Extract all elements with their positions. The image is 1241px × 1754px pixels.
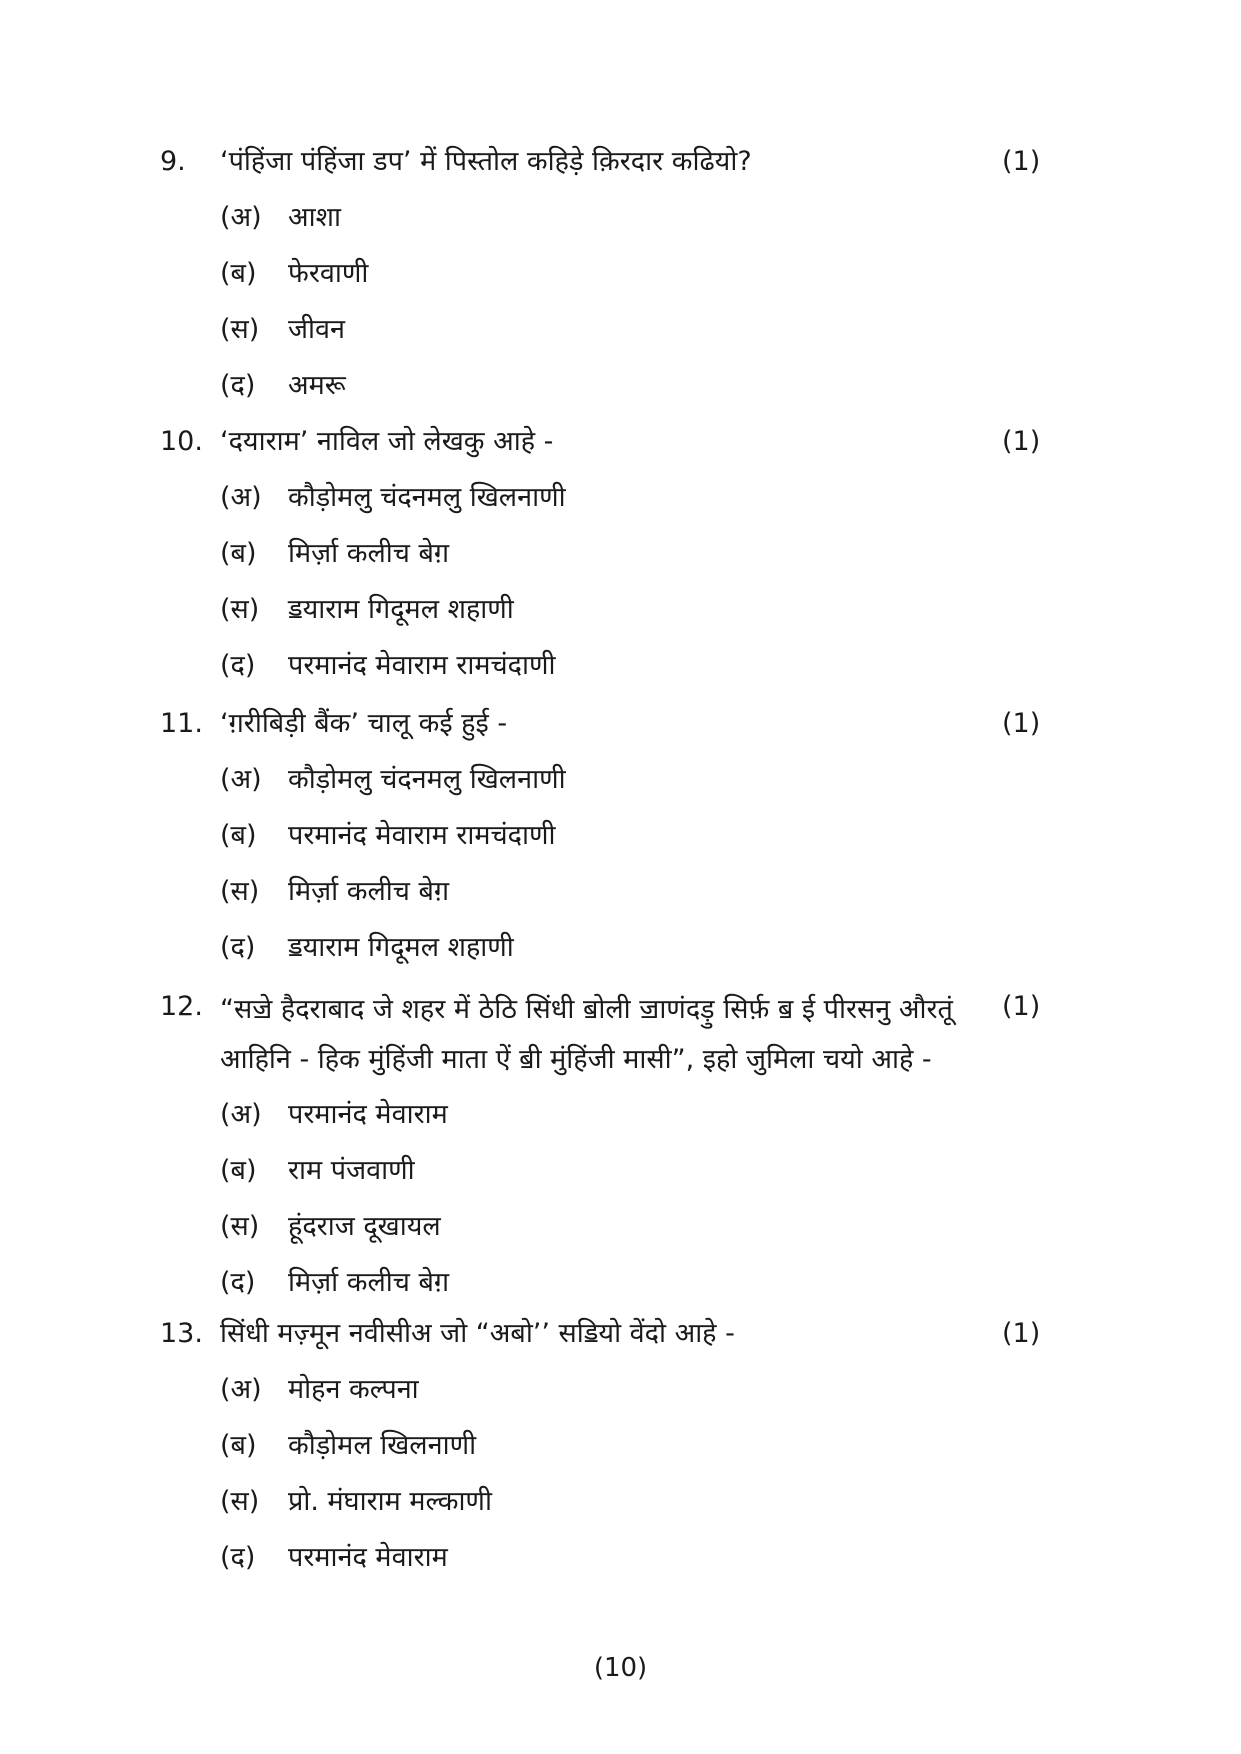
- option-d: [220, 926, 1040, 982]
- question-marks: (1): [1002, 146, 1041, 177]
- option-b: [220, 814, 1040, 870]
- option-d: [220, 1536, 1040, 1592]
- option-a: [220, 196, 1040, 252]
- option-text: परमानंद मेवाराम रामचंदाणी: [288, 650, 556, 681]
- question-number: 10.: [160, 426, 203, 457]
- option-a: [220, 1368, 1040, 1424]
- option-text: ॾयाराम गिदूमल शहाणी: [288, 932, 514, 963]
- question-marks: (1): [1002, 708, 1041, 739]
- option-text: कौड़ोमलु चंदनमलु खिलनाणी: [288, 482, 566, 513]
- option-text: परमानंद मेवाराम रामचंदाणी: [288, 820, 556, 851]
- option-text: फेरवाणी: [288, 258, 369, 289]
- option-label: (स): [220, 1486, 260, 1517]
- question-text: ‘पंहिंजा पंहिंजा डप’ में पिस्तोल कहिड़े क़िरदार कढियो?: [220, 146, 752, 177]
- option-label: (द): [220, 650, 256, 681]
- question-marks: (1): [1002, 991, 1041, 1022]
- option-c: [220, 1205, 1040, 1261]
- option-text: कौड़ोमलु चंदनमलु खिलनाणी: [288, 764, 566, 795]
- option-text: हूंदराज दूखायल: [288, 1211, 441, 1242]
- options-list: [220, 1093, 1040, 1317]
- option-label: (द): [220, 1542, 256, 1573]
- option-text: अमरू: [288, 370, 346, 401]
- option-c: [220, 1480, 1040, 1536]
- option-label: (ब): [220, 820, 257, 851]
- options-list: [220, 196, 1040, 420]
- question-12: [160, 985, 1040, 1317]
- option-label: (ब): [220, 1155, 257, 1186]
- option-a: [220, 476, 1040, 532]
- option-b: [220, 1424, 1040, 1480]
- option-label: (अ): [220, 482, 262, 513]
- option-label: (स): [220, 876, 260, 907]
- question-number: 13.: [160, 1318, 203, 1349]
- options-list: [220, 758, 1040, 982]
- option-d: [220, 644, 1040, 700]
- option-label: (ब): [220, 1430, 257, 1461]
- option-text: राम पंजवाणी: [288, 1155, 415, 1186]
- option-text: मिर्ज़ा कलीच बेग़: [288, 876, 450, 907]
- question-text: ‘दयाराम’ नाविल जो लेखकु आहे -: [220, 426, 554, 457]
- option-label: (अ): [220, 764, 262, 795]
- option-a: [220, 1093, 1040, 1149]
- question-number: 9.: [160, 146, 186, 177]
- options-list: [220, 1368, 1040, 1592]
- question-text: “सॼे हैदराबाद जे शहर में ठेठि सिंधी ॿोली ॼाणंदड़ु सिर्फ़ ॿ ई पीरसनु औरतूं आहिनि - हिक मुंहिंजी माता ऐं ॿी मुंहिंजी मासी”, इहो जुमिला चयो आहे -: [220, 994, 953, 1075]
- question-10: [160, 420, 1040, 700]
- question-9: [160, 140, 1040, 420]
- question-text: सिंधी मज़्मून नवीसीअ जो “अबो’’ सॾियो वेंदो आहे -: [220, 1318, 735, 1349]
- question-number: 12.: [160, 991, 203, 1022]
- option-text: आशा: [288, 202, 341, 233]
- option-label: (स): [220, 1211, 260, 1242]
- option-b: [220, 252, 1040, 308]
- question-13: [160, 1312, 1040, 1592]
- option-label: (अ): [220, 1099, 262, 1130]
- option-text: जीवन: [288, 314, 346, 345]
- option-text: मोहन कल्पना: [288, 1374, 419, 1405]
- option-label: (अ): [220, 1374, 262, 1405]
- option-text: मिर्ज़ा कलीच बेग़: [288, 538, 450, 569]
- option-label: (द): [220, 370, 256, 401]
- option-text: प्रो. मंघाराम मल्काणी: [288, 1486, 492, 1517]
- page-number: (10): [593, 1653, 648, 1683]
- question-text: ‘ग़रीबिड़ी बैंक’ चालू कई हुई -: [220, 708, 508, 739]
- option-label: (अ): [220, 202, 262, 233]
- option-b: [220, 1149, 1040, 1205]
- option-text: कौड़ोमल खिलनाणी: [288, 1430, 477, 1461]
- option-label: (द): [220, 932, 256, 963]
- option-text: परमानंद मेवाराम: [288, 1099, 448, 1130]
- option-a: [220, 758, 1040, 814]
- option-d: [220, 364, 1040, 420]
- question-marks: (1): [1002, 426, 1041, 457]
- option-label: (ब): [220, 258, 257, 289]
- option-b: [220, 532, 1040, 588]
- option-d: [220, 1261, 1040, 1317]
- question-marks: (1): [1002, 1318, 1041, 1349]
- option-label: (द): [220, 1267, 256, 1298]
- options-list: [220, 476, 1040, 700]
- option-c: [220, 588, 1040, 644]
- option-label: (ब): [220, 538, 257, 569]
- option-text: परमानंद मेवाराम: [288, 1542, 448, 1573]
- option-c: [220, 870, 1040, 926]
- option-label: (स): [220, 594, 260, 625]
- option-label: (स): [220, 314, 260, 345]
- question-11: [160, 702, 1040, 982]
- option-text: ॾयाराम गिदूमल शहाणी: [288, 594, 514, 625]
- option-text: मिर्ज़ा कलीच बेग़: [288, 1267, 450, 1298]
- question-number: 11.: [160, 708, 203, 739]
- option-c: [220, 308, 1040, 364]
